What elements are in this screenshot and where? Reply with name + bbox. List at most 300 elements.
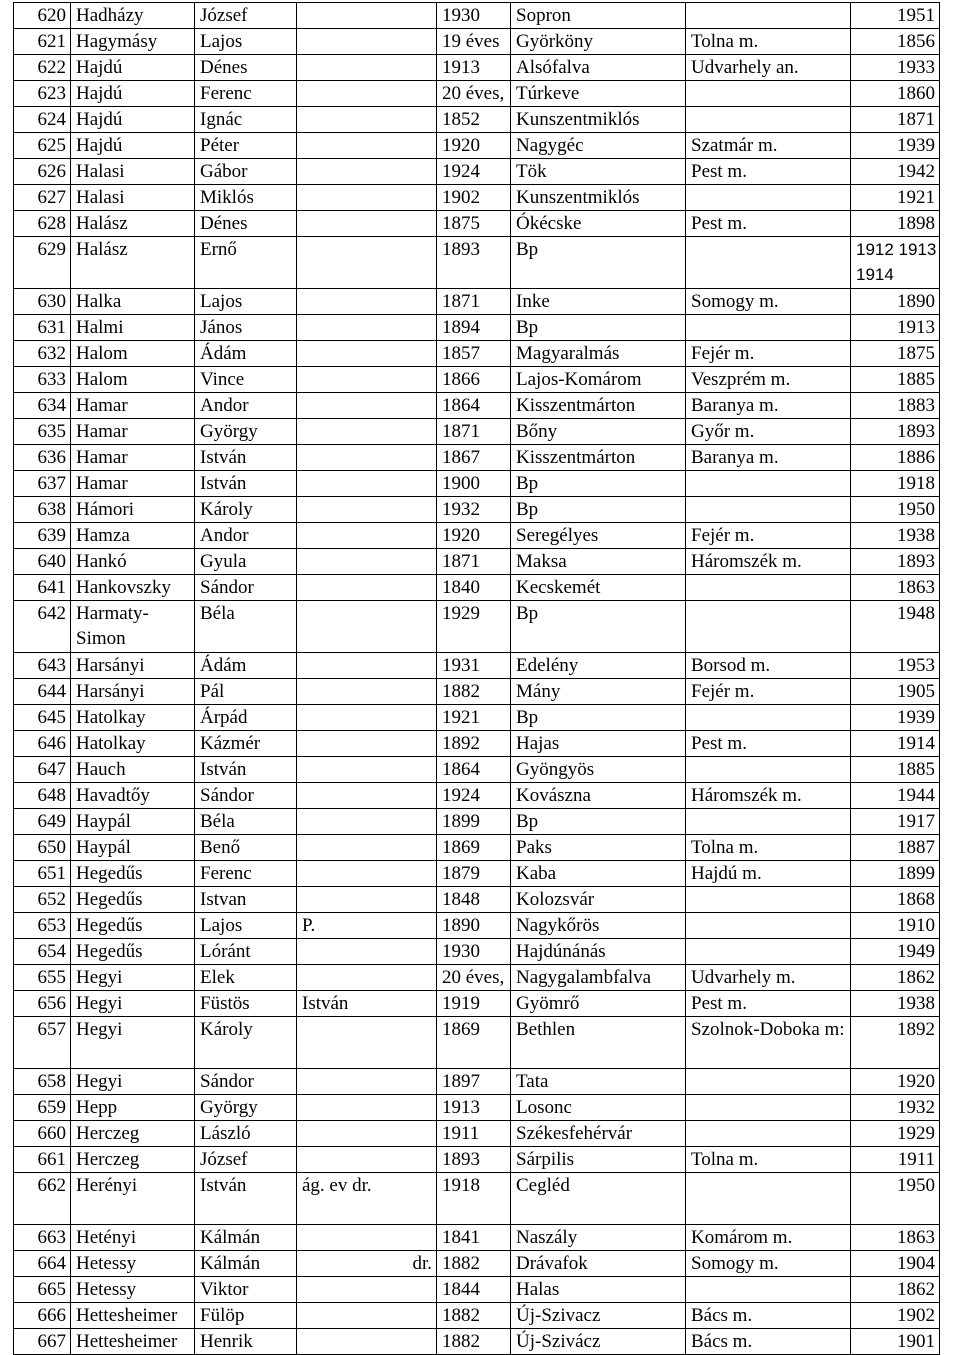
cell-num: 633 — [14, 367, 71, 393]
cell-year: 1921 — [851, 185, 940, 211]
cell-num: 644 — [14, 679, 71, 705]
cell-num: 664 — [14, 1251, 71, 1277]
cell-given: Dénes — [195, 55, 297, 81]
cell-surname: Haypál — [71, 835, 195, 861]
cell-county — [686, 913, 851, 939]
cell-county: Bács m. — [686, 1329, 851, 1355]
cell-surname: Hajdú — [71, 107, 195, 133]
cell-county: Szatmár m. — [686, 133, 851, 159]
cell-num: 646 — [14, 731, 71, 757]
table-row — [14, 575, 940, 601]
cell-place: Nagygéc — [511, 133, 686, 159]
cell-num: 642 — [14, 601, 71, 653]
cell-county — [686, 809, 851, 835]
cell-year: 1951 — [851, 3, 940, 29]
cell-birth: 1899 — [437, 809, 511, 835]
cell-given: Sándor — [195, 1069, 297, 1095]
cell-birth: 1924 — [437, 783, 511, 809]
cell-given: Miklós — [195, 185, 297, 211]
cell-birth: 1871 — [437, 419, 511, 445]
cell-county: Udvarhely an. — [686, 55, 851, 81]
cell-place: Drávafok — [511, 1251, 686, 1277]
cell-place: Losonc — [511, 1095, 686, 1121]
cell-place: Kaba — [511, 861, 686, 887]
cell-num: 636 — [14, 445, 71, 471]
cell-surname: Hadházy — [71, 3, 195, 29]
table-row — [14, 1017, 940, 1069]
cell-birth: 20 éves, — [437, 81, 511, 107]
cell-surname: Hajdú — [71, 55, 195, 81]
cell-county — [686, 1069, 851, 1095]
cell-county — [686, 1095, 851, 1121]
cell-birth: 1920 — [437, 133, 511, 159]
table-row — [14, 991, 940, 1017]
cell-county — [686, 497, 851, 523]
cell-num: 661 — [14, 1147, 71, 1173]
cell-county — [686, 1173, 851, 1225]
cell-given: Fülöp — [195, 1303, 297, 1329]
cell-place: Kunszentmiklós — [511, 185, 686, 211]
cell-surname: Herczeg — [71, 1121, 195, 1147]
cell-extra: dr. — [297, 1251, 437, 1277]
table-row — [14, 133, 940, 159]
cell-place: Tata — [511, 1069, 686, 1095]
cell-county: Tolna m. — [686, 29, 851, 55]
cell-extra — [297, 1069, 437, 1095]
cell-place: Kisszentmárton — [511, 445, 686, 471]
cell-county — [686, 107, 851, 133]
cell-year: 1893 — [851, 549, 940, 575]
cell-county: Somogy m. — [686, 1251, 851, 1277]
cell-given: Kázmér — [195, 731, 297, 757]
table-row — [14, 107, 940, 133]
cell-birth: 1875 — [437, 211, 511, 237]
table-row — [14, 393, 940, 419]
cell-given: Henrik — [195, 1329, 297, 1355]
cell-place: Mány — [511, 679, 686, 705]
cell-place: Gyömrő — [511, 991, 686, 1017]
cell-surname: Hegyi — [71, 1017, 195, 1069]
cell-county — [686, 1121, 851, 1147]
cell-extra — [297, 601, 437, 653]
table-row — [14, 1121, 940, 1147]
cell-num: 643 — [14, 653, 71, 679]
cell-surname: Hajdú — [71, 81, 195, 107]
table-row — [14, 341, 940, 367]
cell-birth: 1918 — [437, 1173, 511, 1225]
cell-num: 624 — [14, 107, 71, 133]
cell-year: 1949 — [851, 939, 940, 965]
cell-county — [686, 887, 851, 913]
cell-year: 1929 — [851, 1121, 940, 1147]
cell-county: Háromszék m. — [686, 549, 851, 575]
cell-surname: Halom — [71, 341, 195, 367]
cell-given: Pál — [195, 679, 297, 705]
cell-given: Sándor — [195, 575, 297, 601]
cell-surname: Halmi — [71, 315, 195, 341]
cell-birth: 1919 — [437, 991, 511, 1017]
cell-year: 1912 1913 1914 — [851, 237, 940, 289]
cell-num: 632 — [14, 341, 71, 367]
cell-county: Udvarhely m. — [686, 965, 851, 991]
cell-place: Új-Szivacz — [511, 1303, 686, 1329]
cell-place: Bethlen — [511, 1017, 686, 1069]
cell-year: 1899 — [851, 861, 940, 887]
cell-extra — [297, 445, 437, 471]
cell-year: 1885 — [851, 757, 940, 783]
cell-num: 629 — [14, 237, 71, 289]
cell-extra — [297, 341, 437, 367]
table-row — [14, 471, 940, 497]
table-row — [14, 1329, 940, 1355]
cell-num: 645 — [14, 705, 71, 731]
cell-birth: 1864 — [437, 757, 511, 783]
cell-extra — [297, 29, 437, 55]
cell-year: 1890 — [851, 289, 940, 315]
cell-birth: 1897 — [437, 1069, 511, 1095]
cell-num: 626 — [14, 159, 71, 185]
cell-given: Lajos — [195, 29, 297, 55]
cell-birth: 1924 — [437, 159, 511, 185]
cell-given: Lóránt — [195, 939, 297, 965]
cell-year: 1862 — [851, 1277, 940, 1303]
cell-given: István — [195, 471, 297, 497]
cell-place: Tök — [511, 159, 686, 185]
cell-surname: Hatolkay — [71, 705, 195, 731]
cell-num: 649 — [14, 809, 71, 835]
cell-num: 663 — [14, 1225, 71, 1251]
cell-given: István — [195, 1173, 297, 1225]
cell-surname: Hetessy — [71, 1277, 195, 1303]
table-row — [14, 1095, 940, 1121]
cell-surname: Hajdú — [71, 133, 195, 159]
cell-year: 1913 — [851, 315, 940, 341]
cell-place: Paks — [511, 835, 686, 861]
cell-county: Veszprém m. — [686, 367, 851, 393]
cell-num: 639 — [14, 523, 71, 549]
table-row — [14, 1277, 940, 1303]
cell-county — [686, 705, 851, 731]
cell-given: Kálmán — [195, 1225, 297, 1251]
cell-surname: Hankó — [71, 549, 195, 575]
cell-surname: Harsányi — [71, 679, 195, 705]
cell-num: 667 — [14, 1329, 71, 1355]
cell-num: 651 — [14, 861, 71, 887]
cell-given: Lajos — [195, 913, 297, 939]
cell-birth: 1890 — [437, 913, 511, 939]
cell-num: 666 — [14, 1303, 71, 1329]
cell-num: 648 — [14, 783, 71, 809]
cell-place: Gyöngyös — [511, 757, 686, 783]
cell-num: 640 — [14, 549, 71, 575]
cell-year: 1953 — [851, 653, 940, 679]
cell-extra — [297, 289, 437, 315]
table-row — [14, 861, 940, 887]
cell-county — [686, 757, 851, 783]
cell-given: Károly — [195, 1017, 297, 1069]
cell-year: 1883 — [851, 393, 940, 419]
cell-year: 1892 — [851, 1017, 940, 1069]
cell-year: 1942 — [851, 159, 940, 185]
cell-surname: Hamar — [71, 419, 195, 445]
cell-birth: 1871 — [437, 289, 511, 315]
cell-county: Fejér m. — [686, 679, 851, 705]
cell-given: Lajos — [195, 289, 297, 315]
cell-surname: Hettesheimer — [71, 1329, 195, 1355]
cell-given: Benő — [195, 835, 297, 861]
cell-extra — [297, 107, 437, 133]
cell-place: Sárpilis — [511, 1147, 686, 1173]
cell-extra — [297, 757, 437, 783]
cell-year: 1939 — [851, 705, 940, 731]
cell-surname: Harsányi — [71, 653, 195, 679]
table-row — [14, 159, 940, 185]
cell-county: Győr m. — [686, 419, 851, 445]
cell-birth: 1913 — [437, 1095, 511, 1121]
cell-given: Sándor — [195, 783, 297, 809]
cell-birth: 1840 — [437, 575, 511, 601]
cell-surname: Halom — [71, 367, 195, 393]
table-row — [14, 965, 940, 991]
cell-extra — [297, 159, 437, 185]
table-row — [14, 783, 940, 809]
table-row — [14, 523, 940, 549]
cell-county: Komárom m. — [686, 1225, 851, 1251]
cell-birth: 1920 — [437, 523, 511, 549]
cell-birth: 1893 — [437, 237, 511, 289]
cell-extra — [297, 211, 437, 237]
cell-birth: 1848 — [437, 887, 511, 913]
cell-surname: Hauch — [71, 757, 195, 783]
cell-birth: 1882 — [437, 679, 511, 705]
table-row — [14, 549, 940, 575]
cell-place: Új-Szivácz — [511, 1329, 686, 1355]
cell-place: Inke — [511, 289, 686, 315]
cell-num: 656 — [14, 991, 71, 1017]
table-row — [14, 939, 940, 965]
cell-given: Péter — [195, 133, 297, 159]
cell-surname: Hámori — [71, 497, 195, 523]
cell-num: 620 — [14, 3, 71, 29]
cell-surname: Halász — [71, 211, 195, 237]
cell-extra — [297, 55, 437, 81]
cell-surname: Haypál — [71, 809, 195, 835]
cell-year: 1944 — [851, 783, 940, 809]
cell-county: Tolna m. — [686, 835, 851, 861]
cell-birth: 1893 — [437, 1147, 511, 1173]
cell-year: 1939 — [851, 133, 940, 159]
cell-surname: Hagymásy — [71, 29, 195, 55]
cell-birth: 1921 — [437, 705, 511, 731]
cell-num: 628 — [14, 211, 71, 237]
cell-year: 1898 — [851, 211, 940, 237]
table-row — [14, 1173, 940, 1225]
cell-surname: Hegedűs — [71, 939, 195, 965]
cell-year: 1887 — [851, 835, 940, 861]
cell-place: Edelény — [511, 653, 686, 679]
cell-year: 1911 — [851, 1147, 940, 1173]
cell-year: 1901 — [851, 1329, 940, 1355]
cell-place: Túrkeve — [511, 81, 686, 107]
table-row — [14, 601, 940, 653]
cell-surname: Herczeg — [71, 1147, 195, 1173]
cell-extra — [297, 133, 437, 159]
cell-given: László — [195, 1121, 297, 1147]
cell-birth: 1869 — [437, 835, 511, 861]
cell-extra — [297, 315, 437, 341]
cell-year: 1910 — [851, 913, 940, 939]
cell-birth: 1930 — [437, 939, 511, 965]
cell-given: Füstös — [195, 991, 297, 1017]
cell-county — [686, 3, 851, 29]
cell-surname: Hettesheimer — [71, 1303, 195, 1329]
cell-surname: Hegedűs — [71, 861, 195, 887]
cell-num: 625 — [14, 133, 71, 159]
table-row — [14, 211, 940, 237]
table-row — [14, 445, 940, 471]
cell-surname: Harmaty-Simon — [71, 601, 195, 653]
cell-year: 1938 — [851, 523, 940, 549]
cell-num: 641 — [14, 575, 71, 601]
cell-birth: 1879 — [437, 861, 511, 887]
cell-place: Halas — [511, 1277, 686, 1303]
cell-year: 1914 — [851, 731, 940, 757]
cell-num: 637 — [14, 471, 71, 497]
cell-place: Kunszentmiklós — [511, 107, 686, 133]
cell-extra — [297, 575, 437, 601]
cell-county: Baranya m. — [686, 393, 851, 419]
cell-surname: Havadtőy — [71, 783, 195, 809]
cell-county — [686, 81, 851, 107]
cell-extra — [297, 81, 437, 107]
cell-county: Fejér m. — [686, 523, 851, 549]
cell-birth: 1841 — [437, 1225, 511, 1251]
table-row — [14, 497, 940, 523]
cell-place: Bp — [511, 497, 686, 523]
cell-county — [686, 575, 851, 601]
cell-county: Pest m. — [686, 991, 851, 1017]
cell-num: 622 — [14, 55, 71, 81]
cell-given: Gábor — [195, 159, 297, 185]
cell-given: János — [195, 315, 297, 341]
table-row — [14, 419, 940, 445]
cell-birth: 1852 — [437, 107, 511, 133]
cell-birth: 1930 — [437, 3, 511, 29]
cell-year: 1893 — [851, 419, 940, 445]
cell-year: 1885 — [851, 367, 940, 393]
table-row — [14, 81, 940, 107]
cell-surname: Hamar — [71, 393, 195, 419]
cell-surname: Hankovszky — [71, 575, 195, 601]
cell-birth: 1871 — [437, 549, 511, 575]
cell-county — [686, 601, 851, 653]
cell-county: Baranya m. — [686, 445, 851, 471]
cell-given: Béla — [195, 809, 297, 835]
cell-extra — [297, 3, 437, 29]
cell-extra — [297, 497, 437, 523]
table-row — [14, 1225, 940, 1251]
cell-county — [686, 939, 851, 965]
table-row — [14, 731, 940, 757]
cell-extra: P. — [297, 913, 437, 939]
cell-num: 647 — [14, 757, 71, 783]
cell-surname: Herényi — [71, 1173, 195, 1225]
cell-given: Ádám — [195, 653, 297, 679]
cell-extra — [297, 861, 437, 887]
table-row — [14, 913, 940, 939]
cell-birth: 1882 — [437, 1251, 511, 1277]
cell-place: Bp — [511, 705, 686, 731]
cell-given: Árpád — [195, 705, 297, 731]
cell-birth: 1931 — [437, 653, 511, 679]
cell-given: Elek — [195, 965, 297, 991]
table-row — [14, 185, 940, 211]
cell-surname: Hamar — [71, 471, 195, 497]
cell-place: Magyaralmás — [511, 341, 686, 367]
cell-place: Kisszentmárton — [511, 393, 686, 419]
cell-place: Bp — [511, 809, 686, 835]
cell-surname: Hegyi — [71, 1069, 195, 1095]
cell-place: Hajdúnánás — [511, 939, 686, 965]
cell-num: 662 — [14, 1173, 71, 1225]
cell-surname: Halász — [71, 237, 195, 289]
cell-birth: 1894 — [437, 315, 511, 341]
cell-num: 658 — [14, 1069, 71, 1095]
cell-num: 659 — [14, 1095, 71, 1121]
table-row — [14, 705, 940, 731]
cell-given: Ernő — [195, 237, 297, 289]
cell-num: 635 — [14, 419, 71, 445]
cell-num: 655 — [14, 965, 71, 991]
cell-extra — [297, 835, 437, 861]
cell-num: 631 — [14, 315, 71, 341]
cell-surname: Hamar — [71, 445, 195, 471]
cell-num: 665 — [14, 1277, 71, 1303]
cell-county: Hajdú m. — [686, 861, 851, 887]
cell-given: Gyula — [195, 549, 297, 575]
cell-birth: 1866 — [437, 367, 511, 393]
cell-extra — [297, 679, 437, 705]
cell-num: 630 — [14, 289, 71, 315]
cell-extra — [297, 367, 437, 393]
cell-extra — [297, 1277, 437, 1303]
cell-place: Naszály — [511, 1225, 686, 1251]
cell-given: József — [195, 3, 297, 29]
cell-county — [686, 185, 851, 211]
table-row — [14, 315, 940, 341]
cell-num: 627 — [14, 185, 71, 211]
cell-year: 1862 — [851, 965, 940, 991]
cell-given: Kálmán — [195, 1251, 297, 1277]
cell-given: Béla — [195, 601, 297, 653]
cell-extra — [297, 783, 437, 809]
cell-extra — [297, 1017, 437, 1069]
cell-place: Maksa — [511, 549, 686, 575]
cell-surname: Hegyi — [71, 965, 195, 991]
cell-place: Hajas — [511, 731, 686, 757]
cell-given: Dénes — [195, 211, 297, 237]
cell-extra: ág. ev dr. — [297, 1173, 437, 1225]
table-row — [14, 1303, 940, 1329]
cell-surname: Hetényi — [71, 1225, 195, 1251]
cell-extra — [297, 1329, 437, 1355]
cell-year: 1905 — [851, 679, 940, 705]
cell-place: Bőny — [511, 419, 686, 445]
cell-birth: 1857 — [437, 341, 511, 367]
cell-extra — [297, 1147, 437, 1173]
cell-extra — [297, 939, 437, 965]
cell-year: 1886 — [851, 445, 940, 471]
